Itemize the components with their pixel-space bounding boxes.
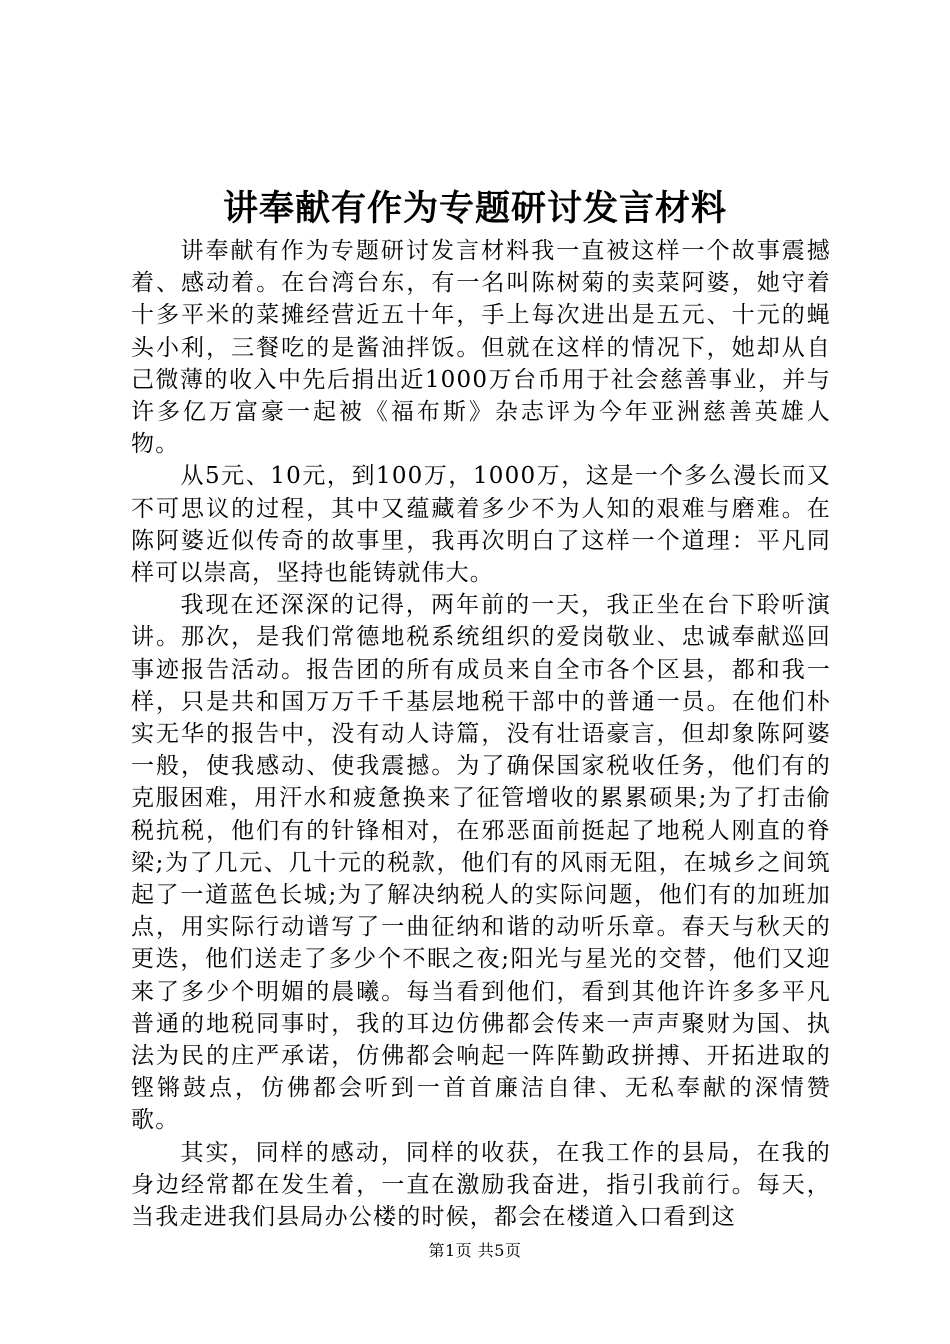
paragraph-2: 从5元、10元，到100万，1000万，这是一个多么漫长而又不可思议的过程，其中又蕴藏着多少不为人知的艰难与磨难。在陈阿婆近似传奇的故事里，我再次明白了这样一个道理：平凡同样可以崇高，坚持也能铸就伟大。 [131, 463, 831, 587]
page-footer: 第1页 共5页 [428, 1241, 522, 1260]
paragraph-1: 讲奉献有作为专题研讨发言材料我一直被这样一个故事震撼着、感动着。在台湾台东，有一名叫陈树菊的卖菜阿婆，她守着十多平米的菜摊经营近五十年，手上每次进出是五元、十元的蝇头小利，三餐吃的是酱油拌饭。但就在这样的情况下，她却从自己微薄的收入中先后捐出近1000万台币用于社会慈善事业，并与许多亿万富豪一起被《福布斯》杂志评为今年亚洲慈善英雄人物。 [131, 238, 831, 458]
document-title: 讲奉献有作为专题研讨发言材料 [222, 188, 727, 229]
document-body [131, 235, 831, 1233]
paragraph-3: 我现在还深深的记得，两年前的一天，我正坐在台下聆听演讲。那次，是我们常德地税系统组织的爱岗敬业、忠诚奉献巡回事迹报告活动。报告团的所有成员来自全市各个区县，都和我一样，只是共和国万万千千基层地税干部中的普通一员。在他们朴实无华的报告中，没有动人诗篇，没有壮语豪言，但却象陈阿婆一般，使我感动、使我震撼。为了确保国家税收任务，他们有的克服困难，用汗水和疲惫换来了征管增收的累累硕果;为了打击偷税抗税，他们有的针锋相对，在邪恶面前挺起了地税人刚直的脊梁;为了几元、几十元的税款，他们有的风雨无阻，在城乡之间筑起了一道蓝色长城;为了解决纳税人的实际问题，他们有的加班加点，用实际行动谱写了一曲征纳和谐的动听乐章。春天与秋天的更迭，他们送走了多少个不眠之夜;阳光与星光的交替，他们又迎来了多少个明媚的晨曦。每当看到他们，看到其他许许多多平凡普通的地税同事时，我的耳边仿佛都会传来一声声聚财为国、执法为民的庄严承诺，仿佛都会响起一阵阵勤政拼搏、开拓进取的铿锵鼓点，仿佛都会听到一首首廉洁自律、无私奉献的深情赞歌。 [131, 592, 831, 1134]
paragraph-4: 其实，同样的感动，同样的收获，在我工作的县局，在我的身边经常都在发生着，一直在激励我奋进，指引我前行。每天，当我走进我们县局办公楼的时候，都会在楼道入口看到这 [131, 1139, 831, 1231]
